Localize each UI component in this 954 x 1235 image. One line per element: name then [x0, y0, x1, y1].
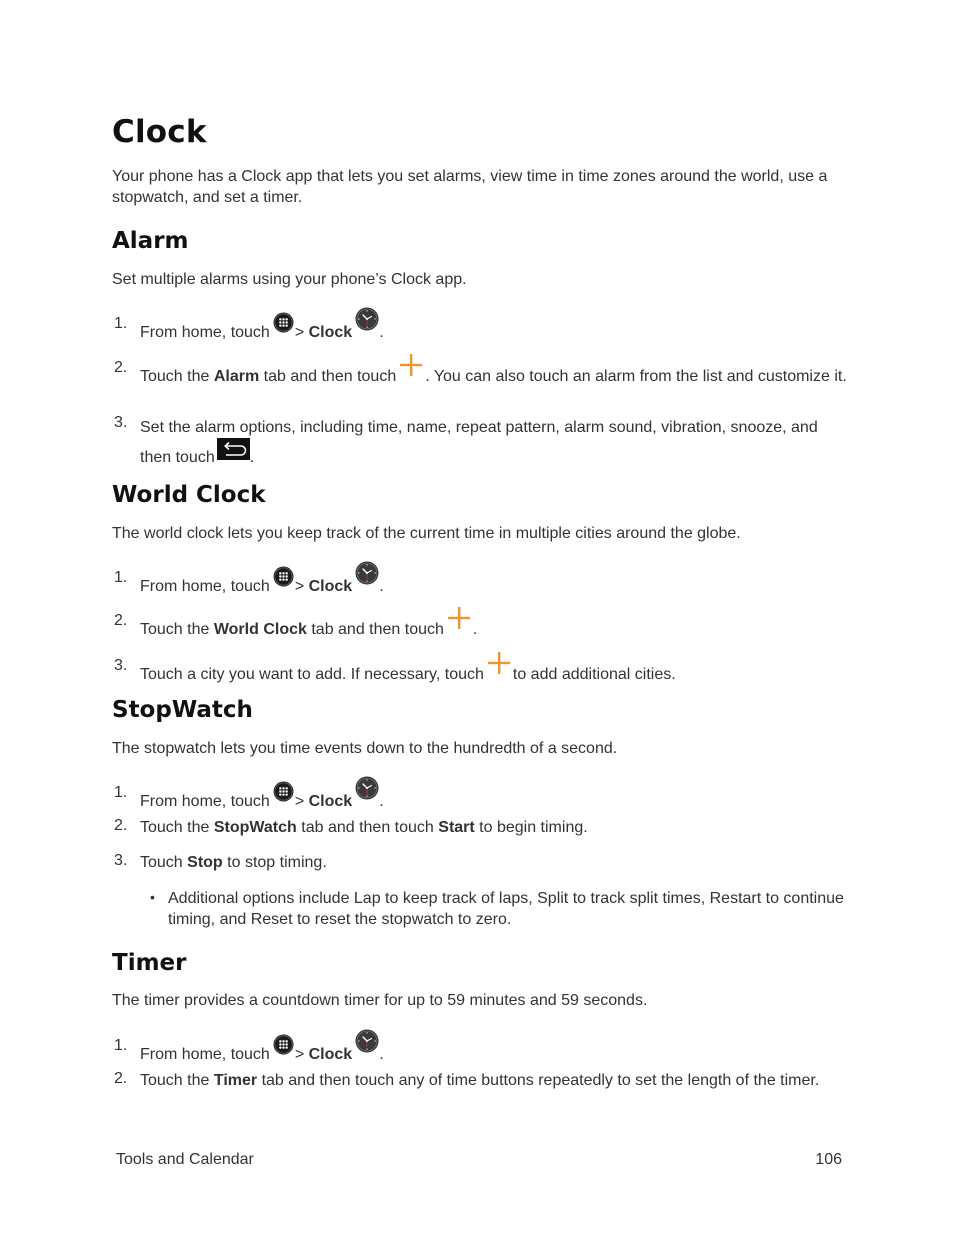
stopwatch-tab-label: StopWatch [213, 819, 297, 836]
stopwatch-step-2 [140, 817, 852, 838]
step-text: tab and then touch [301, 819, 434, 836]
footer-section-title: Tools and Calendar [116, 1151, 254, 1168]
step-number: 1. [114, 315, 128, 332]
timer-step-2 [140, 1070, 852, 1091]
start-label: Start [438, 819, 475, 836]
step-text: > [294, 578, 305, 595]
alarm-step-2 [140, 359, 852, 387]
back-icon [217, 438, 250, 460]
clock-label: Clock [308, 1046, 353, 1063]
step-text: Touch a city you want to add. If necessary, touch [140, 666, 484, 683]
apps-icon [273, 781, 294, 802]
world-clock-description: The world clock lets you keep track of the current time in multiple cities around the globe. [112, 525, 741, 542]
world-clock-step-1 [140, 569, 852, 597]
world-clock-step-2 [140, 612, 852, 640]
timer-step-1 [140, 1037, 852, 1065]
stop-label: Stop [187, 854, 223, 871]
apps-icon [273, 312, 294, 333]
step-text: . [472, 621, 478, 638]
clock-label: Clock [308, 324, 353, 341]
step-text: . [249, 449, 255, 466]
plus-icon [447, 606, 471, 630]
step-number: 3. [114, 414, 128, 431]
plus-icon [399, 353, 423, 377]
step-text: Touch the [140, 1072, 210, 1089]
stopwatch-description: The stopwatch lets you time events down to the hundredth of a second. [112, 740, 618, 757]
step-text: tab and then touch any of time buttons repeatedly to set the length of the timer. [261, 1072, 820, 1089]
step-text: From home, touch [140, 1046, 270, 1063]
step-text: From home, touch [140, 324, 270, 341]
clock-label: Clock [308, 578, 353, 595]
step-number: 1. [114, 569, 128, 586]
step-number: 3. [114, 657, 128, 674]
apps-icon [273, 566, 294, 587]
alarm-step-1 [140, 315, 852, 343]
clock-app-icon [355, 1029, 379, 1053]
alarm-step-3 [140, 414, 852, 472]
stopwatch-step-3 [140, 852, 852, 873]
stopwatch-step-1 [140, 784, 852, 812]
step-text: > [294, 793, 305, 810]
step-text: tab and then touch [311, 621, 444, 638]
clock-app-icon [355, 307, 379, 331]
world-clock-heading: World Clock [112, 482, 266, 508]
step-text: to begin timing. [479, 819, 588, 836]
clock-app-icon [355, 776, 379, 800]
stopwatch-options-note: Additional options include Lap to keep track of laps, Split to track split times, Restart to continue timing, and Reset to reset the stopwatch to zero. [168, 890, 844, 928]
step-text: tab and then touch [263, 368, 397, 385]
stopwatch-heading: StopWatch [112, 697, 253, 723]
step-text: to stop timing. [227, 854, 327, 871]
step-number: 1. [114, 784, 128, 801]
step-text: From home, touch [140, 793, 270, 810]
step-text: Touch the [140, 819, 210, 836]
step-number: 3. [114, 852, 128, 869]
step-number: 1. [114, 1037, 128, 1054]
step-text: . [379, 578, 384, 595]
step-text: . You can also touch an alarm from the list and customize it. [425, 368, 847, 385]
step-text: > [294, 1046, 305, 1063]
page-number: 106 [815, 1151, 842, 1168]
intro-paragraph: Your phone has a Clock app that lets you set alarms, view time in time zones around the world, use a stopwatch, and set a timer. [112, 168, 828, 206]
step-text: From home, touch [140, 578, 270, 595]
step-text: > [294, 324, 305, 341]
step-text: Touch the [140, 368, 210, 385]
step-text: Touch the [140, 621, 210, 638]
step-text: to add additional cities. [512, 666, 676, 683]
step-number: 2. [114, 1070, 128, 1087]
alarm-tab-label: Alarm [213, 368, 260, 385]
bullet-marker: • [150, 889, 155, 905]
step-text: Set the alarm options, including time, name, repeat pattern, alarm sound, vibration, snooze, and then touch [140, 419, 818, 466]
step-number: 2. [114, 612, 128, 629]
world-clock-step-3 [140, 657, 852, 685]
step-text: . [379, 793, 384, 810]
clock-app-icon [355, 561, 379, 585]
step-number: 2. [114, 817, 128, 834]
apps-icon [273, 1034, 294, 1055]
alarm-description: Set multiple alarms using your phone’s Clock app. [112, 271, 467, 288]
timer-description: The timer provides a countdown timer for up to 59 minutes and 59 seconds. [112, 992, 648, 1009]
page-title: Clock [112, 114, 207, 150]
step-text: Touch [140, 854, 183, 871]
step-text: . [379, 1046, 384, 1063]
step-number: 2. [114, 359, 128, 376]
timer-tab-label: Timer [213, 1072, 258, 1089]
step-text: . [379, 324, 384, 341]
world-clock-tab-label: World Clock [213, 621, 307, 638]
clock-label: Clock [308, 793, 353, 810]
alarm-heading: Alarm [112, 228, 189, 254]
timer-heading: Timer [112, 950, 187, 976]
plus-icon [487, 651, 511, 675]
